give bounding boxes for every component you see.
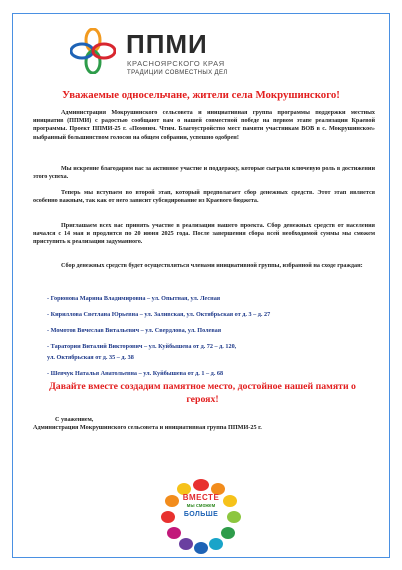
signature-greeting: С уважением,: [55, 416, 94, 423]
ppmi-logo: [70, 28, 340, 84]
list-item: - Таратории Виталий Викторович – ул. Куйбышева от д. 72 – д. 120,: [47, 343, 237, 350]
together-emblem: [156, 477, 246, 555]
list-item: ул. Октябрьская от д. 35 – д. 38: [47, 354, 134, 361]
headline: Уважаемые односельчане, жители села Мокрушинского!: [62, 89, 340, 101]
logo-title: ППМИ: [126, 29, 208, 59]
list-item: - Момотов Вячеслав Витальевич – ул. Свердлова, ул. Полевая: [47, 327, 222, 334]
paragraph-thanks: Мы искренне благодарим вас за активное участие и поддержку, которые сыграли ключевую роль в достижении этого успеха.: [33, 166, 375, 181]
paragraph-intro: Администрация Мокрушинского сельсовета и инициативная группа программы поддержки местных инициатив (ППМИ) с радостью сообщают вам о нашей совместной победе на первом этапе реализации Краевой программы. Проект ППМИ-25 г. «Помним. Чтим. Благоустройство мест памяти участникам ВОВ в с. Мокрушинское» выбранный большинством голосов на общем собрании, успешно одобрен!: [33, 110, 375, 141]
paragraph-invitation: Приглашаем всех вас принять участие в реализации нашего проекта. Сбор денежных средств от населения начался с 14 мая и продлится по 20 июня 2025 года. После завершения сбора всей необходимой суммы мы сможем приступить к реализации задуманного.: [33, 223, 375, 246]
paragraph-collectors-intro: Сбор денежных средств будет осуществляться членами инициативной группы, избранной на сходе граждан:: [61, 263, 363, 269]
slogan: Давайте вместе создадим памятное место, достойное нашей памяти о героях!: [49, 381, 356, 405]
logo-tagline: ТРАДИЦИИ СОВМЕСТНЫХ ДЕЛ: [127, 70, 228, 76]
paragraph-stage-two: Теперь мы вступаем во второй этап, который предполагает сбор денежных средств. Этот этап является особенно важным, так как от него зависит субсидирование из Краевого бюджета.: [33, 190, 375, 205]
logo-subtitle: КРАСНОЯРСКОГО КРАЯ: [127, 59, 225, 68]
list-item: - Шевчук Наталья Анатольевна – ул. Куйбышева от д. 1 – д. 68: [47, 370, 224, 377]
signature: [33, 416, 373, 432]
signature-sender: Администрация Мокрушинского сельсовета и инициативная группа ППМИ-25 г.: [33, 424, 262, 431]
collectors-list: [47, 295, 377, 379]
emblem-word-together: ВМЕСТЕ: [182, 493, 220, 502]
emblem-word-more: БОЛЬШЕ: [183, 511, 219, 518]
ppmi-emblem-icon: [70, 28, 116, 74]
emblem-word-can: мы сможем: [186, 503, 216, 509]
list-item: - Горюнова Марина Владимировна – ул. Опытная, ул. Лесная: [47, 295, 221, 302]
list-item: - Кириллова Светлана Юрьевна – ул. Заливская, ул. Октябрьская от д. 3 – д. 27: [47, 311, 271, 318]
